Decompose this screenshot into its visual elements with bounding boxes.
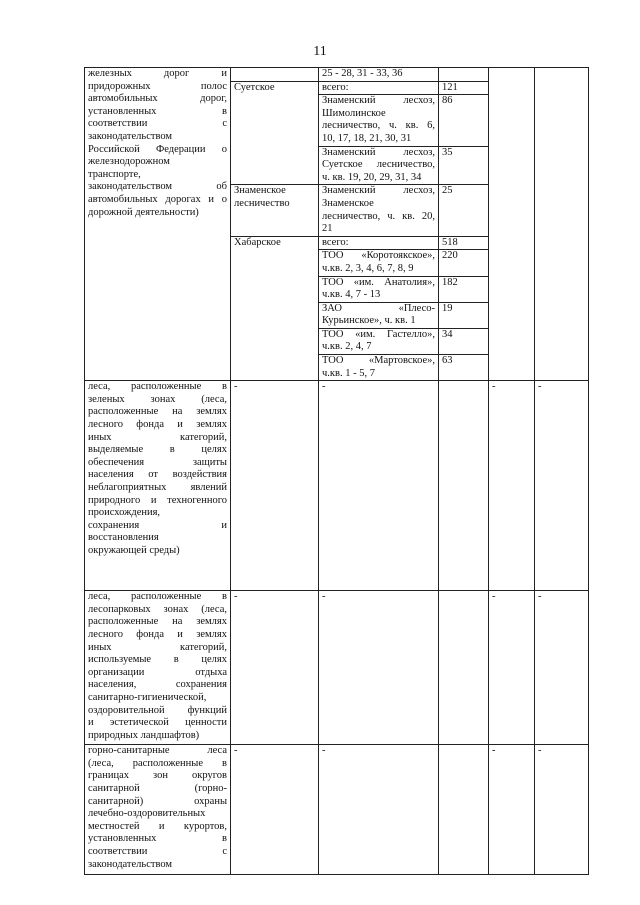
text-line: Шимолинское — [322, 107, 386, 119]
text-line: расположенные на землях — [88, 616, 227, 628]
total-label: всего: — [319, 81, 439, 95]
text-line: законодательством — [88, 130, 173, 142]
category-cell-mountain-sanitary — [85, 745, 231, 875]
total-label: всего: — [319, 236, 439, 250]
text-line: и эстетической ценности — [88, 717, 227, 729]
text-line: леса, расположенные в — [88, 381, 227, 393]
text-line: Знаменский лесхоз, — [322, 185, 435, 197]
table-row — [85, 745, 589, 875]
text-line: горно-санитарные леса — [88, 745, 227, 757]
text-line: выделяемые в целях — [88, 444, 227, 456]
text-line: дорожной деятельности) — [88, 206, 199, 218]
text-line: зеленых зонах (леса, — [88, 393, 227, 405]
forest-table — [84, 67, 589, 875]
text-line: сохранения и — [88, 519, 227, 531]
dash-cell: - — [489, 591, 535, 745]
text-line: ТОО «Мартовское», — [322, 355, 435, 367]
text-line: законодательством — [88, 858, 173, 870]
area-description — [319, 302, 439, 328]
text-line: природных ландшафтов) — [88, 729, 200, 741]
locality-khabarskoe: Хабарское — [231, 236, 319, 381]
text-line: ТОО «им. Анатолия», — [322, 276, 435, 288]
text-line: оздоровительной функций — [88, 704, 227, 716]
text-line: ч.кв. 2, 4, 7 — [322, 341, 372, 353]
text-line: ч.кв. 4, 7 - 13 — [322, 289, 381, 301]
text-line: восстановления — [88, 532, 159, 544]
dash-cell: - — [535, 381, 589, 591]
text-line: Курьинское», ч. кв. 1 — [322, 315, 416, 327]
text-line: происхождения, — [88, 507, 161, 519]
text-line: природного и техногенного — [88, 494, 227, 506]
text-line: ч.кв. 2, 3, 4, 6, 7, 8, 9 — [322, 262, 414, 274]
text-line: обеспечения защиты — [88, 456, 227, 468]
area-value: 34 — [439, 328, 489, 354]
total-value: 121 — [439, 81, 489, 95]
quarters-cell: 25 - 28, 31 - 33, 36 — [319, 68, 439, 82]
text-line: санитарно-гигиенической, — [88, 692, 207, 703]
category-cell-forest-park — [85, 591, 231, 745]
text-line: (леса, расположенные в — [88, 757, 227, 769]
text-line: лечебно-оздоровительных — [88, 808, 206, 820]
text-line: 10, 17, 18, 21, 30, 31 — [322, 132, 412, 144]
dash-cell: - — [231, 591, 319, 745]
text-line: лесного фонда и землях — [88, 629, 227, 641]
locality-suetskoe: Суетское — [231, 81, 319, 185]
text-line: Знаменское — [322, 197, 374, 209]
text-line: населения от воздействия — [88, 469, 227, 481]
text-line: иных категорий, — [88, 641, 227, 653]
area-value: 35 — [439, 146, 489, 185]
text-line: окружающей среды) — [88, 544, 180, 556]
area-value: 182 — [439, 276, 489, 302]
text-line: ч.кв. 1 - 5, 7 — [322, 367, 375, 379]
text-line: лесного фонда и землях — [88, 419, 227, 431]
dash-cell: - — [231, 381, 319, 591]
text-line: ТОО «Коротоякское», — [322, 250, 435, 262]
area-description — [319, 95, 439, 146]
area-description — [319, 250, 439, 276]
dash-cell: - — [319, 381, 439, 591]
area-value: 25 — [439, 185, 489, 236]
text-line: транспорте, — [88, 168, 141, 180]
text-line: используемые в целях — [88, 654, 227, 666]
text-line: расположенные на землях — [88, 406, 227, 418]
text-line: автомобильных дорогах и о — [88, 193, 227, 205]
category-cell-roads — [85, 68, 231, 381]
text-line: иных категорий, — [88, 431, 227, 443]
table-row — [85, 68, 589, 82]
text-line: железных дорог и — [88, 68, 227, 79]
text-line: организации отдыха — [88, 666, 227, 678]
table-row — [85, 591, 589, 745]
text-line: лесопарковых зонах (леса, — [88, 603, 227, 615]
text-line: Знаменский лесхоз, — [322, 95, 435, 107]
text-line: санитарной (горно- — [88, 783, 227, 795]
locality-znamenskoe — [231, 185, 319, 236]
area-description — [319, 355, 439, 381]
text-line: населения, сохранения — [88, 679, 227, 691]
category-cell-green-zones — [85, 381, 231, 591]
area-description — [319, 328, 439, 354]
text-line: законодательством об — [88, 181, 227, 193]
text-line: железнодорожном — [88, 156, 170, 168]
text-line: установленных в — [88, 833, 227, 845]
text-line: установленных в — [88, 105, 227, 117]
text-line: ЗАО «Плесо- — [322, 302, 435, 314]
text-line: Знаменский лесхоз, — [322, 146, 435, 158]
area-description — [319, 185, 439, 236]
text-line: Суетское лесничество, — [322, 159, 435, 171]
total-value: 518 — [439, 236, 489, 250]
text-line: Российской Федерации о — [88, 143, 227, 155]
text-line: границах зон округов — [88, 770, 227, 782]
area-value: 19 — [439, 302, 489, 328]
dash-cell: - — [535, 745, 589, 875]
text-line: ТОО «им. Гастелло», — [322, 328, 435, 340]
area-value: 86 — [439, 95, 489, 146]
page-number: 11 — [313, 44, 327, 59]
text-line: неблагоприятных явлений — [88, 482, 227, 493]
text-line: Знаменское — [234, 185, 286, 197]
text-line: 21 — [322, 223, 333, 235]
area-description — [319, 276, 439, 302]
area-value: 220 — [439, 250, 489, 276]
text-line: ч. кв. 19, 20, 29, 31, 34 — [322, 171, 422, 183]
area-value: 63 — [439, 355, 489, 381]
text-line: лесничество, ч. кв. 6, — [322, 120, 435, 132]
dash-cell: - — [319, 745, 439, 875]
text-line: соответствии с — [88, 118, 227, 130]
table-row — [85, 381, 589, 591]
dash-cell: - — [489, 745, 535, 875]
text-line: лесничество, ч. кв. 20, — [322, 210, 435, 222]
text-line: лесничество — [234, 197, 290, 209]
area-description — [319, 146, 439, 185]
text-line: придорожных полос — [88, 80, 227, 92]
text-line: леса, расположенные в — [88, 591, 227, 603]
text-line: местностей и курортов, — [88, 820, 227, 832]
text-line: автомобильных дорог, — [88, 93, 227, 105]
text-line: соответствии с — [88, 846, 227, 857]
dash-cell: - — [489, 381, 535, 591]
dash-cell: - — [535, 591, 589, 745]
text-line: санитарной) охраны — [88, 795, 227, 807]
dash-cell: - — [319, 591, 439, 745]
dash-cell: - — [231, 745, 319, 875]
